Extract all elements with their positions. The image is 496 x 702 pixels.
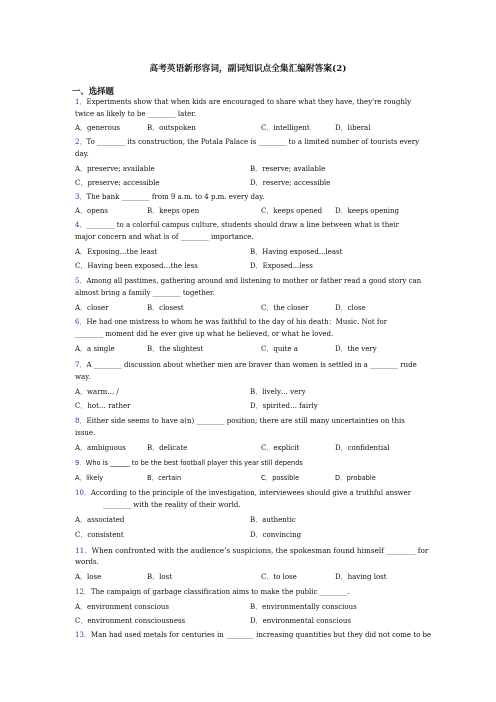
- option-c[interactable]: C．keeps opened: [261, 207, 323, 215]
- question-12-line-1: [75, 588, 350, 597]
- question-number: 8．: [75, 417, 87, 425]
- option-d[interactable]: D．keeps opening: [335, 207, 400, 215]
- option-c[interactable]: C．the closer: [261, 304, 309, 312]
- question-text: To ________ its construction, the Potala Palace is ________ to a limited number of tourists every: [86, 138, 420, 146]
- question-text: Who is ______ to be the best football player this year still depends: [85, 459, 303, 467]
- question-3-options: [75, 207, 435, 216]
- question-1-line-2: twice as likely to be ________ later.: [75, 110, 197, 118]
- question-1-options: [75, 124, 435, 133]
- question-number: 12．: [75, 588, 91, 596]
- question-4-options-row-1: [75, 248, 435, 257]
- question-9-options: [75, 474, 435, 483]
- question-text: According to the principle of the investigation, interviewees should give a truthful answer: [90, 489, 412, 497]
- option-d[interactable]: D．environmental conscious: [250, 617, 351, 625]
- question-number: 1．: [75, 98, 87, 106]
- question-10-line-1: [75, 489, 411, 498]
- question-number: 3．: [75, 193, 87, 201]
- question-5-line-2: almost bring a family ________ together.: [75, 289, 215, 297]
- question-2-line-1: [75, 138, 419, 147]
- question-text: ________ to a colorful campus culture, students should draw a line between what is their: [86, 221, 399, 229]
- question-number: 11．: [75, 546, 92, 555]
- question-text: The campaign of garbage classification aims to make the public ________.: [90, 588, 350, 596]
- question-7-options-row-1: [75, 388, 435, 397]
- option-b[interactable]: B．the slightest: [147, 345, 204, 353]
- question-number: 9．: [75, 459, 86, 467]
- option-c[interactable]: C．intelligent: [261, 124, 310, 132]
- question-10-line-2: ________ with the reality of their world.: [103, 501, 241, 509]
- question-9-line-1: [75, 459, 303, 468]
- question-12-options-row-2: [75, 617, 435, 626]
- question-4-line-2: major concern and what is of ________ importance.: [75, 233, 254, 241]
- option-a[interactable]: A．associated: [75, 516, 125, 524]
- option-d[interactable]: D．close: [335, 304, 366, 312]
- page-title: 高考英语新形容词，副词知识点全集汇编附答案(2): [149, 64, 347, 74]
- question-6-line-2: ________ moment did he ever give up what he believed, or what he loved.: [75, 330, 334, 338]
- question-2-options-row-1: [75, 165, 435, 174]
- option-a[interactable]: A．environment conscious: [75, 603, 170, 611]
- option-a[interactable]: A．likely: [75, 474, 104, 482]
- question-4-options-row-2: [75, 262, 435, 271]
- question-3-line-1: [75, 193, 264, 202]
- option-b[interactable]: B．Having exposed...least: [250, 248, 343, 256]
- option-d[interactable]: D．Exposed...less: [250, 262, 313, 270]
- question-5-line-1: [75, 277, 421, 286]
- option-c[interactable]: C．quite a: [261, 345, 298, 353]
- question-6-line-1: [75, 318, 387, 327]
- option-a[interactable]: A．lose: [75, 573, 102, 581]
- option-a[interactable]: A．closer: [75, 304, 109, 312]
- question-2-line-2: day.: [75, 150, 89, 158]
- option-c[interactable]: C．environment consciousness: [75, 617, 186, 625]
- question-11-line-1: [75, 546, 428, 555]
- question-7-line-1: [75, 361, 417, 370]
- question-7-line-2: way.: [75, 373, 91, 381]
- question-1-line-1: [75, 98, 411, 107]
- option-c[interactable]: C．preserve; accessible: [75, 179, 160, 187]
- question-8-line-2: issue.: [75, 429, 96, 437]
- question-11-options: [75, 573, 435, 582]
- option-a[interactable]: A．generous: [75, 124, 120, 132]
- option-a[interactable]: A．ambiguous: [75, 444, 126, 452]
- question-text: Man had used metals for centuries in ________ increasing quantities but they did not come to be: [90, 631, 432, 639]
- question-number: 5．: [75, 277, 87, 285]
- question-number: 6．: [75, 318, 87, 326]
- option-a[interactable]: A．preserve; available: [75, 165, 155, 173]
- question-6-options: [75, 345, 435, 354]
- option-c[interactable]: C．hot… rather: [75, 402, 131, 410]
- option-b[interactable]: B．lost: [147, 573, 173, 581]
- question-11-line-2: words.: [75, 558, 99, 566]
- question-8-options: [75, 444, 435, 453]
- option-b[interactable]: B．keeps open: [147, 207, 200, 215]
- question-number: 7．: [75, 361, 87, 369]
- option-d[interactable]: D．confidential: [335, 444, 390, 452]
- question-7-options-row-2: [75, 402, 435, 411]
- option-d[interactable]: D．having lost: [335, 573, 387, 581]
- question-text: A ________ discussion about whether men are braver than women is settled in a ________ rude: [86, 361, 417, 369]
- question-text: He had one mistress to whom he was faithful to the day of his death：Music. Not for: [86, 318, 388, 326]
- question-text: The bank ________ from 9 a.m. to 4 p.m. every day.: [86, 193, 265, 201]
- option-d[interactable]: D．reserve; accessible: [250, 179, 331, 187]
- option-c[interactable]: C．possible: [261, 474, 300, 482]
- option-d[interactable]: D．probable: [335, 474, 376, 482]
- option-b[interactable]: B．certain: [147, 474, 182, 482]
- option-d[interactable]: D．convincing: [250, 531, 302, 539]
- option-c[interactable]: C．consistent: [75, 531, 124, 539]
- option-b[interactable]: B．environmentally conscious: [250, 603, 357, 611]
- question-10-options-row-2: [75, 531, 435, 540]
- question-12-options-row-1: [75, 603, 435, 612]
- option-b[interactable]: B．reserve; available: [250, 165, 326, 173]
- question-text: Either side seems to have a(n) ________ position; there are still many uncertainties on this: [86, 417, 405, 425]
- option-d[interactable]: D．the very: [335, 345, 377, 353]
- question-number: 2．: [75, 138, 87, 146]
- option-d[interactable]: D．spirited… fairly: [250, 402, 318, 410]
- option-c[interactable]: C．Having been exposed…the less: [75, 262, 198, 270]
- question-5-options: [75, 304, 435, 313]
- question-text: Among all pastimes, gathering around and listening to mother or father read a good story can: [86, 277, 422, 285]
- question-text: Experiments show that when kids are encouraged to share what they have, they're roughly: [86, 98, 412, 106]
- option-b[interactable]: B．lively… very: [250, 388, 306, 396]
- question-10-options-row-1: [75, 516, 435, 525]
- option-a[interactable]: A．warm… /: [75, 388, 119, 396]
- question-text: When confronted with the audience’s suspicions, the spokesman found himself ________ for: [91, 546, 429, 555]
- option-c[interactable]: C．to lose: [261, 573, 297, 581]
- option-b[interactable]: B．outspoken: [147, 124, 196, 132]
- option-b[interactable]: B．delicate: [147, 444, 188, 452]
- question-4-line-1: [75, 221, 399, 230]
- section-heading: 一、选择题: [72, 86, 114, 96]
- question-number: 10．: [75, 489, 91, 497]
- question-number: 13．: [75, 631, 91, 639]
- question-8-line-1: [75, 417, 405, 426]
- option-a[interactable]: A．a single: [75, 345, 115, 353]
- option-b[interactable]: B．closest: [147, 304, 184, 312]
- question-2-options-row-2: [75, 179, 435, 188]
- option-b[interactable]: B．authentic: [250, 516, 296, 524]
- option-a[interactable]: A．Exposing…the least: [75, 248, 158, 256]
- option-c[interactable]: C．explicit: [261, 444, 300, 452]
- option-d[interactable]: D．liberal: [335, 124, 371, 132]
- question-number: 4．: [75, 221, 87, 229]
- option-a[interactable]: A．opens: [75, 207, 108, 215]
- question-13-line-1: [75, 631, 431, 640]
